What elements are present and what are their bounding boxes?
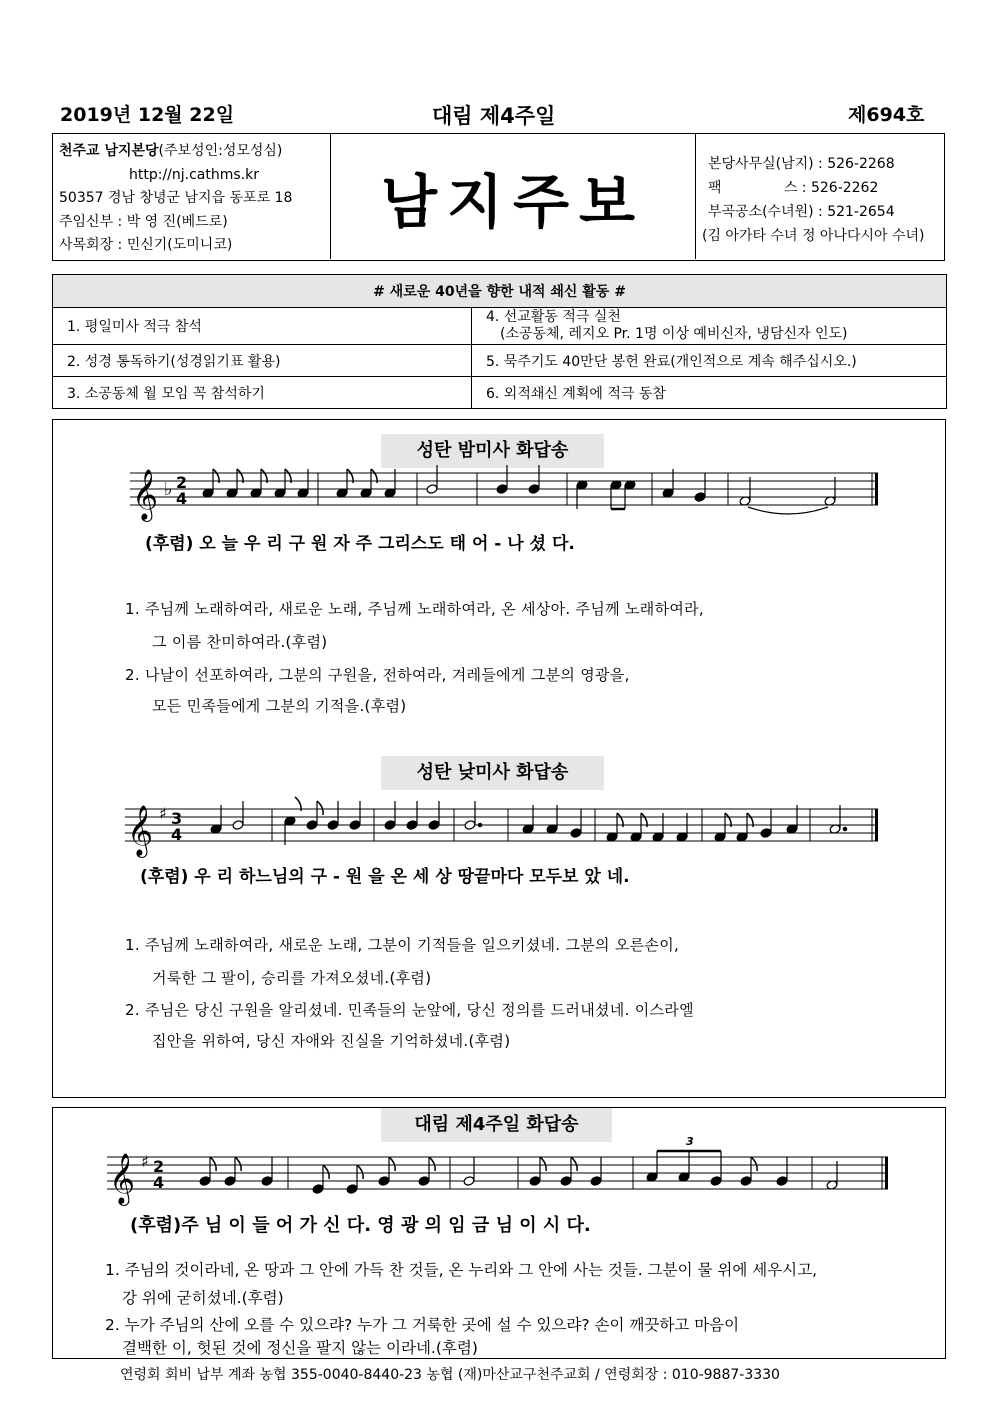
song-3-title: 대림 제4주일 화답송 xyxy=(381,1108,612,1142)
issue-number: 제694호 xyxy=(848,104,925,126)
time-signature-top: 2 xyxy=(153,1157,165,1176)
page-title: 대림 제4주일 xyxy=(432,104,556,128)
treble-clef-icon: 𝄞 xyxy=(132,469,159,520)
pastor: 주임신부 : 박 영 진(베드로) xyxy=(59,213,228,230)
sharp-sign-icon: ♯ xyxy=(141,1152,149,1171)
song-3-verse-2: 2. 누가 주님의 산에 오를 수 있으랴? 누가 그 거룩한 곳에 설 수 있으랴? 손이 깨끗하고 마음이 xyxy=(105,1316,740,1334)
activity-6: 6. 외적쇄신 계획에 적극 동참 xyxy=(472,377,947,409)
activity-3: 3. 소공동체 월 모임 꼭 참석하기 xyxy=(53,377,472,409)
note-head xyxy=(426,484,438,495)
logo: 남지주보 xyxy=(331,134,696,259)
note-dot xyxy=(478,823,482,827)
treble-clef-icon: 𝄞 xyxy=(127,805,154,856)
parish-address: 50357 경남 창녕군 남지읍 동포로 18 xyxy=(59,190,293,206)
song-2-title: 성탄 낮미사 화답송 xyxy=(381,756,604,790)
song-1-title: 성탄 밤미사 화답송 xyxy=(381,434,604,468)
song-2-verse-1: 1. 주님께 노래하여라, 새로운 노래, 그분이 기적들을 일으키셨네. 그분의 오른손이, xyxy=(125,936,680,954)
note-head xyxy=(327,820,339,831)
parish-name: 천주교 남지본당 xyxy=(59,143,159,159)
note-head xyxy=(496,484,508,495)
activity-1: 1. 평일미사 적극 참석 xyxy=(53,308,472,345)
song-2-verse-1-cont: 거룩한 그 팔이, 승리를 가져오셨네.(후렴) xyxy=(152,969,432,987)
note-head xyxy=(384,820,396,831)
activities-heading: # 새로운 40년을 향한 내적 쇄신 활동 # xyxy=(53,275,947,308)
parish-website[interactable]: http://nj.cathms.kr xyxy=(129,166,259,183)
song-3-verse-1: 1. 주님의 것이라네, 온 땅과 그 안에 가득 찬 것들, 온 누리와 그 안에 사는 것들. 그분이 물 위에 세우시고, xyxy=(105,1261,818,1279)
time-signature-top: 3 xyxy=(171,809,183,828)
note-head xyxy=(570,828,582,839)
song-2-verse-2: 2. 주님은 당신 구원을 알리셨네. 민족들의 눈앞에, 당신 정의를 드러내셨네. 이스라엘 xyxy=(125,1001,694,1019)
parish-patron: (주보성인:성모성심) xyxy=(158,143,283,159)
note-head xyxy=(232,820,244,831)
contact-fax: 팩 스 : 526-2262 xyxy=(708,180,879,196)
contact-office: 본당사무실(남지) : 526-2268 xyxy=(708,156,895,172)
note-head xyxy=(464,820,476,831)
song-1-verse-2: 2. 나날이 선포하여라, 그분의 구원을, 전하여라, 겨레들에게 그분의 영광을, xyxy=(125,666,630,684)
activity-4-detail: (소공동체, 레지오 Pr. 1명 이상 예비신자, 냉담신자 인도) xyxy=(500,326,848,342)
song-1-verse-1-cont: 그 이름 찬미하여라.(후렴) xyxy=(152,633,328,651)
time-signature-bottom: 4 xyxy=(171,825,183,844)
time-signature-top: 2 xyxy=(176,473,188,492)
activity-5: 5. 묵주기도 40만단 봉헌 완료(개인적으로 계속 해주십시오.) xyxy=(472,345,947,377)
song-3-lyrics: (후렴)주 님 이 들 어 가 신 다. 영 광 의 임 금 님 이 시 다. xyxy=(130,1215,591,1236)
final-bar-thick xyxy=(875,809,878,841)
song-3-verse-1-cont: 강 위에 굳히셨네.(후렴) xyxy=(122,1289,284,1307)
note-head xyxy=(406,820,418,831)
note-head xyxy=(528,484,540,495)
contact-convent: 부곡공소(수녀원) : 521-2654 xyxy=(708,204,895,220)
sharp-sign-icon: ♯ xyxy=(159,804,167,823)
song-1-verse-2-cont: 모든 민족들에게 그분의 기적을.(후렴) xyxy=(152,697,407,715)
treble-clef-icon: 𝄞 xyxy=(109,1153,136,1204)
flat-sign-icon: ♭ xyxy=(164,479,173,500)
note-head xyxy=(349,820,361,831)
footer-account: 연령회 회비 납부 계좌 농협 355-0040-8440-23 농협 (재)마산교구천주교회 / 연령회장 : 010-9887-3330 xyxy=(120,1367,780,1383)
note-head xyxy=(428,820,440,831)
triplet-mark: 3 xyxy=(686,1135,694,1148)
song-2-staff xyxy=(125,797,878,858)
date: 2019년 12월 22일 xyxy=(60,104,235,126)
time-signature-bottom: 4 xyxy=(176,489,188,508)
note-head xyxy=(694,492,706,503)
note-dot xyxy=(843,827,847,831)
note-head xyxy=(760,828,772,839)
activity-4-label: 4. 선교활동 적극 실천 xyxy=(486,309,621,325)
activity-2: 2. 성경 통독하기(성경읽기표 활용) xyxy=(53,345,472,377)
song-1-lyrics: (후렴) 오 늘 우 리 구 원 자 주 그리스도 태 어 - 나 셨 다. xyxy=(145,534,575,554)
time-signature-bottom: 4 xyxy=(153,1173,165,1192)
song-2-verse-2-cont: 집안을 위하여, 당신 자애와 진실을 기억하셨네.(후렴) xyxy=(152,1032,511,1050)
tie xyxy=(748,507,828,514)
council-head: 사목회장 : 민신기(도미니코) xyxy=(59,237,233,253)
song-3-verse-2-cont: 결백한 이, 헛된 것에 정신을 팔지 않는 이라네.(후렴) xyxy=(122,1339,478,1357)
contact-sisters: (김 아가타 수녀 정 아나다시아 수녀) xyxy=(702,228,925,244)
song-1-verse-1: 1. 주님께 노래하여라, 새로운 노래, 주님께 노래하여라, 온 세상아. 주님께 노래하여라, xyxy=(125,600,705,618)
final-bar-thick xyxy=(875,473,878,505)
note-flag xyxy=(317,801,323,815)
note-head xyxy=(306,820,318,831)
song-2-lyrics: (후렴) 우 리 하느님의 구 - 원 을 온 세 상 땅끝마다 모두보 았 네. xyxy=(140,867,630,887)
song-1-staff xyxy=(130,465,878,522)
